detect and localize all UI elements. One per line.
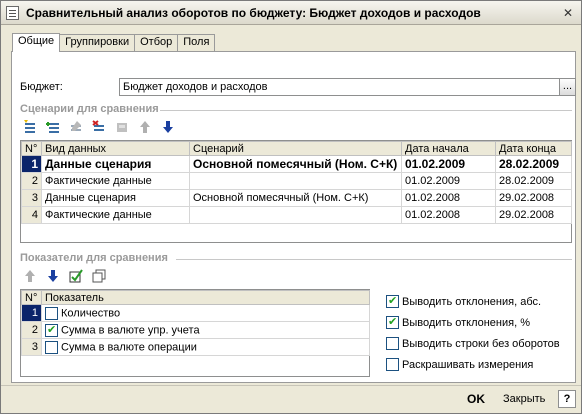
tab-fields[interactable]: Поля bbox=[177, 34, 215, 51]
column-header-start-date[interactable]: Дата начала bbox=[402, 142, 496, 156]
indicator-checkbox[interactable] bbox=[45, 324, 58, 337]
row-number: 1 bbox=[22, 305, 42, 322]
check-all-icon[interactable] bbox=[66, 267, 86, 285]
scenario-cell[interactable] bbox=[190, 207, 402, 224]
indicators-title: Показатели для сравнения bbox=[20, 252, 168, 264]
row-number: 2 bbox=[22, 173, 42, 190]
scenario-cell[interactable] bbox=[190, 173, 402, 190]
start-date-cell[interactable]: 01.02.2008 bbox=[402, 190, 496, 207]
column-header-number[interactable]: N° bbox=[22, 142, 42, 156]
table-row[interactable] bbox=[22, 190, 572, 207]
option-color-dimensions[interactable] bbox=[386, 358, 533, 371]
start-date-cell[interactable]: 01.02.2008 bbox=[402, 207, 496, 224]
scenarios-toolbar bbox=[20, 118, 178, 136]
add-row-icon[interactable] bbox=[20, 118, 40, 136]
budget-field[interactable]: Бюджет доходов и расходов bbox=[119, 78, 560, 96]
indicators-header-row bbox=[22, 291, 370, 305]
table-row[interactable] bbox=[22, 305, 370, 322]
color-dimensions-checkbox[interactable] bbox=[386, 358, 399, 371]
row-number: 1 bbox=[22, 156, 42, 173]
indicator-cell[interactable] bbox=[42, 305, 370, 322]
scenarios-divider bbox=[160, 110, 572, 111]
indicators-toolbar bbox=[20, 267, 109, 285]
close-button[interactable]: Закрыть bbox=[503, 393, 546, 405]
option-label: Выводить отклонения, % bbox=[402, 316, 530, 329]
tab-strip bbox=[12, 34, 214, 52]
main-content bbox=[6, 31, 576, 381]
end-date-cell[interactable]: 28.02.2009 bbox=[496, 156, 572, 173]
scenarios-grid bbox=[20, 140, 572, 243]
option-label: Раскрашивать измерения bbox=[402, 358, 534, 371]
indicator-label: Сумма в валюте операции bbox=[61, 340, 197, 353]
close-icon[interactable]: ✕ bbox=[562, 6, 574, 20]
move-up-icon[interactable] bbox=[20, 267, 40, 285]
column-header-indicator[interactable]: Показатель bbox=[42, 291, 370, 305]
indicators-grid bbox=[20, 289, 370, 377]
row-number: 4 bbox=[22, 207, 42, 224]
scenario-cell[interactable]: Основной помесячный (Ном. С+К) bbox=[190, 156, 402, 173]
row-number: 3 bbox=[22, 339, 42, 356]
indicator-cell[interactable] bbox=[42, 322, 370, 339]
ok-button[interactable]: OK bbox=[467, 392, 485, 406]
tab-filter[interactable]: Отбор bbox=[134, 34, 178, 51]
table-row[interactable] bbox=[22, 207, 572, 224]
bottom-bar bbox=[1, 385, 581, 413]
start-date-cell[interactable]: 01.02.2009 bbox=[402, 173, 496, 190]
end-date-cell[interactable]: 29.02.2008 bbox=[496, 190, 572, 207]
column-header-data-type[interactable]: Вид данных bbox=[42, 142, 190, 156]
tab-general[interactable]: Общие bbox=[12, 33, 60, 52]
indicators-divider bbox=[176, 259, 572, 260]
report-icon bbox=[6, 6, 19, 20]
table-row[interactable] bbox=[22, 156, 572, 173]
option-deviation-percent[interactable] bbox=[386, 316, 530, 329]
move-down-icon[interactable] bbox=[158, 118, 178, 136]
scenario-cell[interactable]: Основной помесячный (Ном. С+К) bbox=[190, 190, 402, 207]
table-row[interactable] bbox=[22, 339, 370, 356]
tab-panel-general bbox=[11, 51, 576, 383]
column-header-end-date[interactable]: Дата конца bbox=[496, 142, 572, 156]
scenarios-header-row bbox=[22, 142, 572, 156]
option-label: Выводить строки без оборотов bbox=[402, 337, 560, 350]
budget-select-button[interactable]: ... bbox=[559, 78, 576, 96]
data-type-cell[interactable]: Данные сценария bbox=[42, 190, 190, 207]
help-button[interactable]: ? bbox=[558, 390, 576, 408]
option-deviation-abs[interactable] bbox=[386, 295, 541, 308]
column-header-number[interactable]: N° bbox=[22, 291, 42, 305]
scenarios-title: Сценарии для сравнения bbox=[20, 103, 159, 115]
deviation-percent-checkbox[interactable] bbox=[386, 316, 399, 329]
indicator-label: Количество bbox=[61, 306, 121, 319]
window-title: Сравнительный анализ оборотов по бюджету: Бюджет доходов и расходов bbox=[26, 6, 481, 20]
row-number: 2 bbox=[22, 322, 42, 339]
title-bar bbox=[1, 1, 581, 25]
indicator-checkbox[interactable] bbox=[45, 341, 58, 354]
show-empty-rows-checkbox[interactable] bbox=[386, 337, 399, 350]
indicator-cell[interactable] bbox=[42, 339, 370, 356]
move-down-icon[interactable] bbox=[43, 267, 63, 285]
indicator-checkbox[interactable] bbox=[45, 307, 58, 320]
option-show-empty-rows[interactable] bbox=[386, 337, 560, 350]
column-header-scenario[interactable]: Сценарий bbox=[190, 142, 402, 156]
start-date-cell[interactable]: 01.02.2009 bbox=[402, 156, 496, 173]
end-date-cell[interactable]: 29.02.2008 bbox=[496, 207, 572, 224]
end-date-cell[interactable]: 28.02.2009 bbox=[496, 173, 572, 190]
move-up-icon[interactable] bbox=[135, 118, 155, 136]
data-type-cell[interactable]: Фактические данные bbox=[42, 173, 190, 190]
copy-row-icon[interactable] bbox=[43, 118, 63, 136]
option-label: Выводить отклонения, абс. bbox=[402, 295, 542, 308]
edit-row-icon[interactable] bbox=[66, 118, 86, 136]
delete-row-icon[interactable] bbox=[89, 118, 109, 136]
deviation-abs-checkbox[interactable] bbox=[386, 295, 399, 308]
indicator-label: Сумма в валюте упр. учета bbox=[61, 323, 200, 336]
end-edit-icon[interactable] bbox=[112, 118, 132, 136]
row-number: 3 bbox=[22, 190, 42, 207]
data-type-cell[interactable]: Фактические данные bbox=[42, 207, 190, 224]
data-type-cell[interactable]: Данные сценария bbox=[42, 156, 190, 173]
table-row[interactable] bbox=[22, 322, 370, 339]
uncheck-all-icon[interactable] bbox=[89, 267, 109, 285]
tab-grouping[interactable]: Группировки bbox=[59, 34, 135, 51]
budget-label: Бюджет: bbox=[20, 81, 63, 93]
table-row[interactable] bbox=[22, 173, 572, 190]
